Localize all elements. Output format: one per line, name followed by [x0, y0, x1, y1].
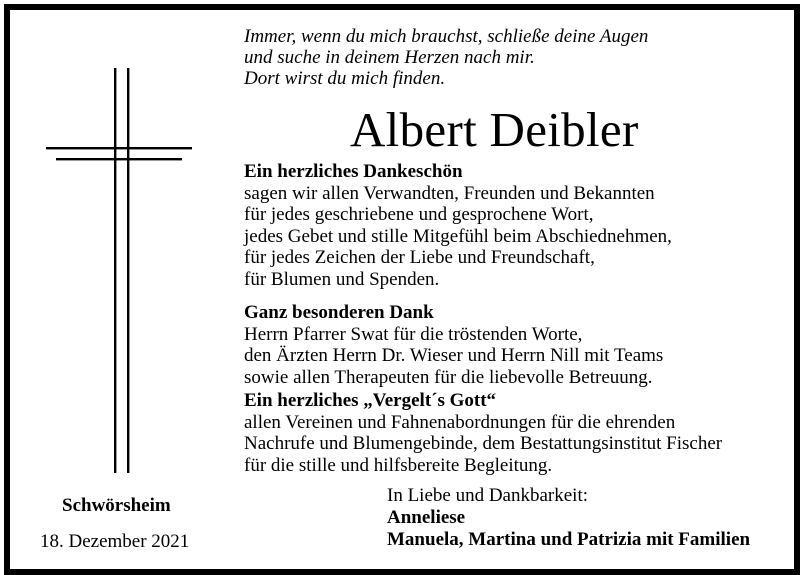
- thanks-line: für jedes geschriebene und gesprochene Wort,: [244, 204, 594, 225]
- special-thanks-heading: Ganz besonderen Dank: [244, 302, 434, 323]
- thanks-section: [244, 161, 672, 290]
- poem-line: Dort wirst du mich finden.: [244, 68, 446, 89]
- special-thanks-section: [244, 302, 663, 388]
- vergelts-gott-section: [244, 390, 722, 476]
- signatory-family: Manuela, Martina und Patrizia mit Familien: [387, 529, 751, 550]
- special-thanks-line: den Ärzten Herrn Dr. Wieser und Herrn Nill mit Teams: [244, 345, 664, 366]
- special-thanks-line: Herrn Pfarrer Swat für die tröstenden Worte,: [244, 323, 583, 345]
- poem-line: Immer, wenn du mich brauchst, schließe deine Augen: [244, 26, 649, 47]
- vergelts-gott-line: Nachrufe und Blumengebinde, dem Bestattungsinstitut Fischer: [244, 433, 723, 454]
- vergelts-gott-line: für die stille und hilfsbereite Begleitung.: [244, 454, 553, 476]
- poem-line: und suche in deinem Herzen nach mir.: [244, 47, 535, 68]
- thanks-heading: Ein herzliches Dankeschön: [244, 161, 463, 182]
- closing-line: In Liebe und Dankbarkeit:: [387, 485, 589, 506]
- vergelts-gott-heading: Ein herzliches „Vergelt´s Gott“: [244, 390, 497, 411]
- vergelts-gott-line: allen Vereinen und Fahnenabordnungen für die ehrenden: [244, 411, 676, 433]
- poem-verse: [244, 26, 648, 89]
- place-name: Schwörsheim: [62, 495, 171, 516]
- notice-date: 18. Dezember 2021: [40, 531, 190, 552]
- thanks-line: für Blumen und Spenden.: [244, 268, 440, 290]
- signature-block: [387, 485, 750, 551]
- thanks-line: sagen wir allen Verwandten, Freunden und Bekannten: [244, 182, 655, 204]
- special-thanks-line: sowie allen Therapeuten für die liebevolle Betreuung.: [244, 366, 653, 388]
- thanks-line: für jedes Zeichen der Liebe und Freundschaft,: [244, 247, 595, 268]
- signatory-primary: Anneliese: [387, 507, 466, 528]
- thanks-line: jedes Gebet und stille Mitgefühl beim Abschiednehmen,: [244, 225, 672, 247]
- deceased-name: Albert Deibler: [350, 102, 639, 157]
